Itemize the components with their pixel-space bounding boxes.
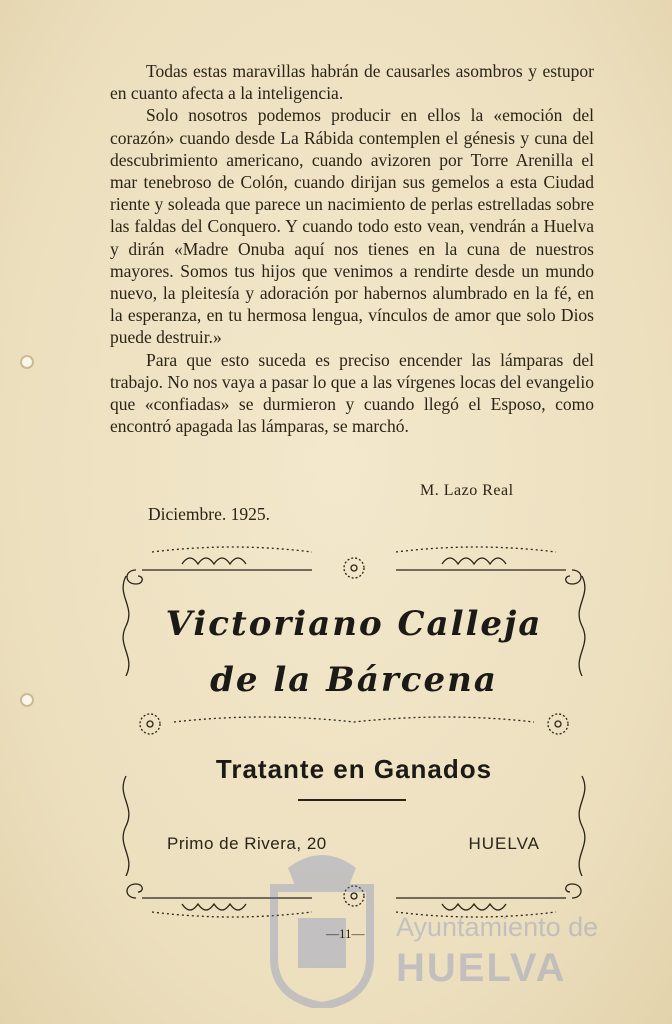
- merchant-name-line2: de la Bárcena: [210, 660, 498, 700]
- merchant-address: Primo de Rivera, 20: [167, 834, 327, 853]
- article-date: Diciembre. 1925.: [148, 504, 270, 524]
- punch-hole: [20, 693, 34, 707]
- paragraph: Todas estas maravillas habrán de causarles asombros y estupor en cuanto afecta a la inteligencia.: [110, 61, 594, 104]
- watermark-line2: HUELVA: [396, 946, 567, 990]
- watermark-line1: Ayuntamiento de: [396, 912, 599, 942]
- paragraph: Solo nosotros podemos producir en ellos la «emoción del corazón» cuando desde La Rábida contemplen el génesis y cuna del descubrimiento americano, cuando avizoren por Torre Arenilla el mar tenebroso de Colón, cuando dirijan sus gemelos a esta Ciudad riente y soleada que parece un nacimiento de perlas estrelladas sobre las faldas del Conquero. Y cuando todo esto vean, vendrán a Huelva y dirán «Madre Onuba aquí nos tienes en la cuna de nuestros mayores. Somos tus hijos que venimos a rendirte desde un mundo nuevo, la pleitesía y adoración por habernos alumbrado en la fé, en la esperanza, en tu hermosa lengua, vínculos de amor que solo Dios puede destruir.»: [110, 105, 594, 348]
- article-body: [110, 60, 594, 437]
- paragraph: Para que esto suceda es preciso encender las lámparas del trabajo. No nos vaya a pasar lo que a las vírgenes locas del evangelio que «confiadas» se durmieron y cuando llegó el Esposo, como encontró apagada las lámparas, se marchó.: [110, 349, 594, 437]
- punch-hole: [20, 355, 34, 369]
- page-number: —11—: [326, 926, 365, 941]
- merchant-trade: Tratante en Ganados: [215, 754, 493, 784]
- merchant-city: HUELVA: [468, 834, 540, 853]
- divider: [298, 799, 406, 801]
- merchant-name-line1: Victoriano Calleja: [165, 604, 543, 644]
- archive-watermark: [268, 848, 638, 1008]
- author-signature: M. Lazo Real: [420, 482, 514, 499]
